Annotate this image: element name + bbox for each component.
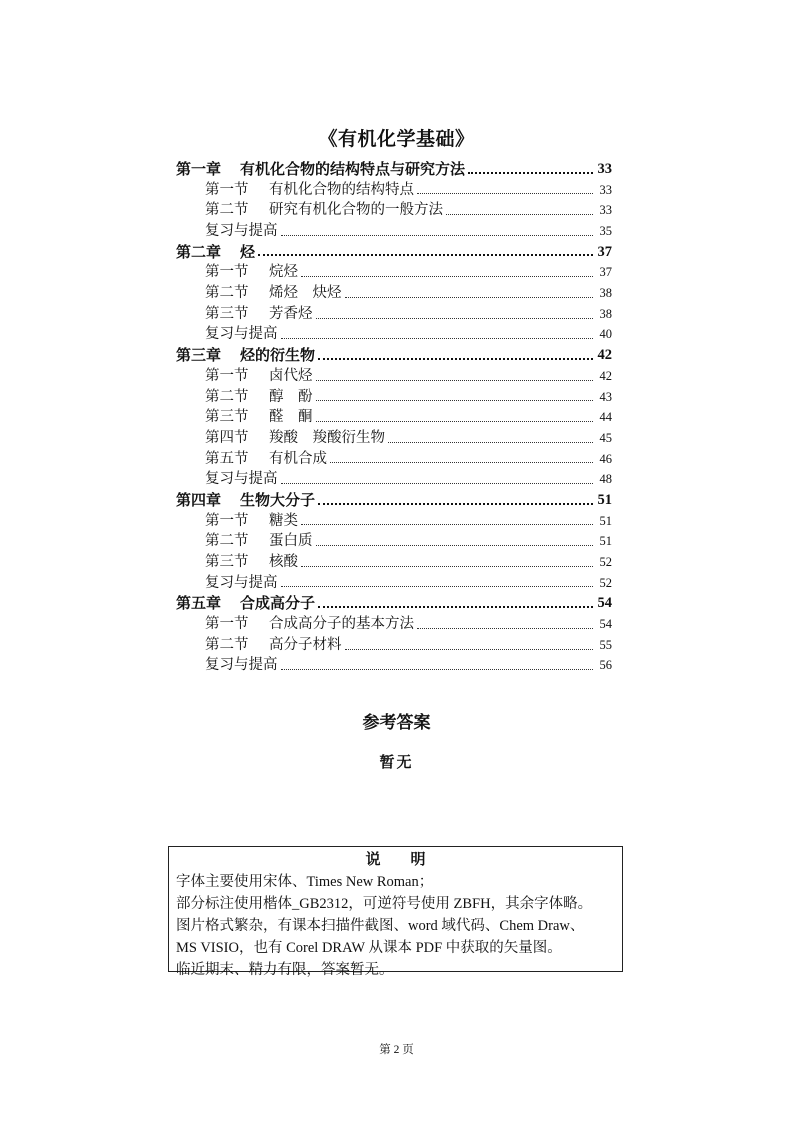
answer-section-text: 暂无 [379, 753, 414, 771]
toc-leader-dots [330, 461, 593, 463]
toc-entry-page: 33 [597, 160, 612, 177]
toc-entry-page: 51 [597, 491, 612, 508]
toc-entry-title: 合成高分子的基本方法 [269, 616, 414, 633]
toc-leader-dots [417, 627, 593, 629]
page-title: 《有机化学基础》 [318, 128, 475, 150]
toc-entry-title: 糖类 [269, 512, 298, 529]
toc-entry-title: 羧酸 羧酸衍生物 [269, 429, 385, 446]
toc-entry-page: 42 [597, 347, 612, 364]
toc-section-row[interactable] [176, 573, 612, 594]
toc-entry-number: 第二节 [205, 636, 249, 653]
toc-entry-title: 合成高分子 [240, 594, 316, 613]
toc-leader-dots [318, 502, 593, 505]
toc-entry-title: 烃的衍生物 [240, 346, 316, 365]
toc-entry-title: 烷烃 [269, 264, 298, 281]
toc-entry-page: 52 [599, 555, 612, 570]
toc-entry-title: 蛋白质 [269, 533, 313, 550]
toc-entry-page: 51 [599, 534, 612, 549]
toc-entry-title: 研究有机化合物的一般方法 [269, 202, 443, 219]
toc-entry-title: 复习与提高 [205, 326, 278, 343]
toc-section-row[interactable] [176, 180, 612, 201]
toc-section-row[interactable] [176, 221, 612, 242]
toc-entry-number: 第三节 [205, 409, 249, 426]
toc-entry-number: 第二节 [205, 202, 249, 219]
toc-entry-title: 烯烃 炔烃 [269, 285, 342, 302]
toc-entry-title: 有机化合物的结构特点 [269, 181, 414, 198]
toc-section-row[interactable] [176, 325, 612, 346]
toc-leader-dots [281, 337, 594, 339]
toc-entry-number: 第三章 [176, 346, 222, 365]
toc-entry-number: 第一节 [205, 181, 249, 198]
toc-section-row[interactable] [176, 469, 612, 490]
toc-leader-dots [258, 253, 593, 256]
toc-entry-page: 35 [599, 224, 612, 239]
toc-entry-number: 第二节 [205, 533, 249, 550]
toc-leader-dots [316, 544, 594, 546]
toc-entry-title: 复习与提高 [205, 223, 278, 240]
note-box [168, 846, 623, 978]
toc-entry-number: 第五节 [205, 450, 249, 467]
toc-section-row[interactable] [176, 304, 612, 325]
toc-leader-dots [345, 648, 594, 650]
toc-entry-page: 43 [599, 389, 612, 404]
note-line: MS VISIO，也有 Corel DRAW 从课本 PDF 中获取的矢量图。 [176, 940, 562, 956]
toc-entry-title: 卤代烃 [269, 367, 313, 384]
note-line: 临近期末、精力有限，答案暂无。 [176, 962, 394, 978]
toc-entry-page: 40 [599, 327, 612, 342]
toc-section-row[interactable] [176, 511, 612, 532]
toc-leader-dots [281, 668, 594, 670]
toc-entry-number: 第一节 [205, 367, 249, 384]
toc-section-row[interactable] [176, 283, 612, 304]
toc-chapter-row[interactable] [176, 242, 612, 263]
toc-section-row[interactable] [176, 387, 612, 408]
toc-leader-dots [281, 482, 594, 484]
toc-section-row[interactable] [176, 552, 612, 573]
toc-section-row[interactable] [176, 531, 612, 552]
toc-entry-page: 51 [599, 513, 612, 528]
toc-entry-page: 52 [599, 575, 612, 590]
toc-entry-number: 第四节 [205, 429, 249, 446]
toc-entry-title: 核酸 [269, 554, 298, 571]
note-line: 字体主要使用宋体、Times New Roman； [176, 874, 434, 890]
toc-section-row[interactable] [176, 635, 612, 656]
toc-entry-page: 33 [599, 203, 612, 218]
toc-entry-page: 54 [597, 595, 612, 612]
toc-entry-page: 56 [599, 658, 612, 673]
toc-entry-number: 第一节 [205, 264, 249, 281]
toc-section-row[interactable] [176, 614, 612, 635]
toc-chapter-row[interactable] [176, 159, 612, 180]
toc-entry-number: 第一节 [205, 512, 249, 529]
toc-entry-title: 生物大分子 [240, 490, 316, 509]
toc-section-row[interactable] [176, 366, 612, 387]
toc-leader-dots [468, 171, 593, 174]
toc-leader-dots [345, 296, 594, 298]
note-heading: 说明 [365, 852, 456, 868]
toc-entry-title: 芳香烃 [269, 305, 313, 322]
toc-chapter-row[interactable] [176, 593, 612, 614]
toc-entry-number: 第三节 [205, 554, 249, 571]
toc-entry-page: 42 [599, 368, 612, 383]
toc-leader-dots [281, 585, 594, 587]
toc-entry-title: 复习与提高 [205, 657, 278, 674]
toc-entry-page: 46 [599, 451, 612, 466]
toc-entry-title: 有机合成 [269, 450, 327, 467]
toc-entry-title: 高分子材料 [269, 636, 342, 653]
toc-entry-page: 45 [599, 430, 612, 445]
toc-entry-number: 第四章 [176, 490, 222, 509]
page-number: 第 2 页 [379, 1044, 414, 1056]
table-of-contents [176, 159, 612, 676]
toc-leader-dots [446, 213, 593, 215]
toc-chapter-row[interactable] [176, 490, 612, 511]
toc-entry-page: 37 [597, 243, 612, 260]
toc-section-row[interactable] [176, 407, 612, 428]
toc-entry-number: 第一章 [176, 159, 222, 178]
toc-leader-dots [301, 565, 593, 567]
toc-entry-page: 38 [599, 306, 612, 321]
note-line: 图片格式繁杂，有课本扫描件截图、word 域代码、Chem Draw、 [176, 918, 585, 934]
toc-entry-number: 第二节 [205, 285, 249, 302]
toc-entry-title: 有机化合物的结构特点与研究方法 [240, 159, 466, 178]
toc-entry-page: 54 [599, 617, 612, 632]
toc-leader-dots [417, 192, 593, 194]
toc-entry-number: 第一节 [205, 616, 249, 633]
toc-leader-dots [281, 234, 594, 236]
toc-entry-page: 37 [599, 265, 612, 280]
answer-section-title: 参考答案 [362, 713, 431, 733]
toc-leader-dots [316, 420, 594, 422]
toc-entry-page: 33 [599, 182, 612, 197]
toc-section-row[interactable] [176, 656, 612, 677]
toc-chapter-row[interactable] [176, 345, 612, 366]
toc-entry-title: 烃 [240, 242, 256, 261]
toc-entry-page: 55 [599, 637, 612, 652]
toc-entry-page: 48 [599, 472, 612, 487]
toc-leader-dots [301, 523, 593, 525]
toc-entry-number: 第三节 [205, 305, 249, 322]
toc-entry-page: 44 [599, 410, 612, 425]
toc-entry-page: 38 [599, 286, 612, 301]
toc-leader-dots [316, 317, 594, 319]
toc-entry-title: 复习与提高 [205, 471, 278, 488]
toc-leader-dots [318, 357, 593, 360]
toc-section-row[interactable] [176, 262, 612, 283]
note-line: 部分标注使用楷体_GB2312，可逆符号使用 ZBFH，其余字体略。 [176, 896, 593, 912]
toc-entry-number: 第二章 [176, 242, 222, 261]
toc-leader-dots [301, 275, 593, 277]
toc-leader-dots [318, 605, 593, 608]
toc-leader-dots [388, 441, 593, 443]
toc-entry-title: 醇 酚 [269, 388, 313, 405]
toc-section-row[interactable] [176, 428, 612, 449]
toc-section-row[interactable] [176, 200, 612, 221]
toc-section-row[interactable] [176, 449, 612, 470]
toc-entry-title: 醛 酮 [269, 409, 313, 426]
toc-entry-number: 第五章 [176, 594, 222, 613]
toc-leader-dots [316, 399, 594, 401]
toc-entry-number: 第二节 [205, 388, 249, 405]
toc-leader-dots [316, 379, 594, 381]
toc-entry-title: 复习与提高 [205, 574, 278, 591]
